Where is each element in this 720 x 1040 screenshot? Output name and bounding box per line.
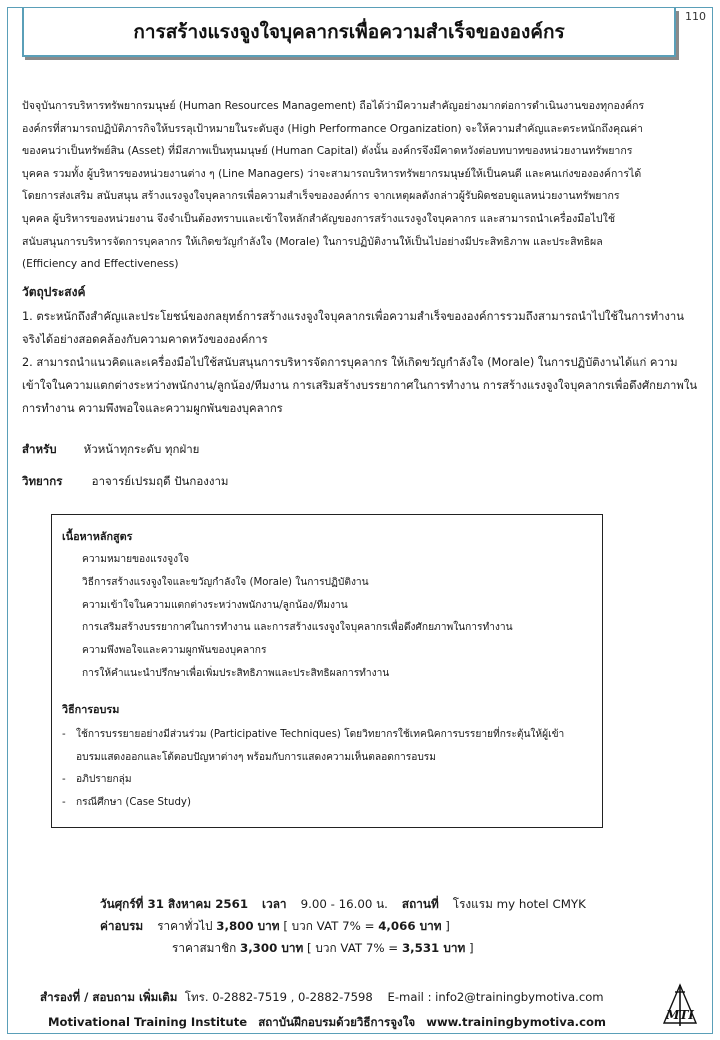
schedule-block	[100, 893, 586, 959]
date-time-venue-line	[100, 893, 586, 915]
speaker-row	[22, 473, 229, 491]
intro-line: สนับสนุนการบริหารจัดการบุคลากร ให้เกิดขวัญกำลังใจ (Morale) ในการปฏิบัติงานให้เป็นไปอย่างมีประสิทธิภาพ และประสิทธิผล	[22, 235, 603, 248]
course-content-box	[51, 514, 603, 828]
general-total: 4,066 บาท	[378, 919, 442, 933]
topic-item: การเสริมสร้างบรรยากาศในการทำงาน และการสร้างแรงจูงใจบุคลากรเพื่อดึงศักยภาพในการทำงาน	[82, 622, 513, 634]
footer	[40, 985, 606, 1035]
institute-line	[40, 1010, 606, 1035]
intro-line: บุคคล รวมทั้ง ผู้บริหารของหน่วยงานต่าง ๆ (Line Managers) ว่าจะสามารถบริหารทรัพยากรมนุษย์ให้เป็นคนดี และคนเก่งขององค์การได้	[22, 167, 642, 180]
speaker-value: อาจารย์เปรมฤดี ปันกองงาม	[91, 474, 229, 488]
intro-line: ปัจจุบันการบริหารทรัพยากรมนุษย์ (Human Resources Management) ถือได้ว่ามีความสำคัญอย่างมากต่อการดำเนินงานของทุกองค์กร	[22, 100, 645, 112]
objectives-heading: วัตถุประสงค์	[22, 285, 86, 299]
general-price: 3,800 บาท	[216, 919, 280, 933]
method-heading: วิธีการอบรม	[62, 702, 120, 716]
fee-label: ค่าอบรม	[100, 919, 144, 933]
target-audience-label: สำหรับ	[22, 442, 57, 456]
method-item: - กรณีศึกษา (Case Study)	[62, 792, 602, 815]
topic-item: ความเข้าใจในความแตกต่างระหว่างพนักงาน/ลูกน้อง/ทีมงาน	[82, 599, 348, 611]
reserve-label: สำรองที่ / สอบถาม เพิ่มเติม	[40, 990, 178, 1004]
topic-item: ความหมายของแรงจูงใจ	[82, 554, 190, 565]
contact-line	[40, 985, 606, 1010]
venue-label: สถานที่	[401, 897, 439, 911]
time-value: 9.00 - 16.00 น.	[300, 897, 388, 911]
member-price-line	[100, 937, 586, 959]
topic-item: ความพึงพอใจและความผูกพันของบุคลากร	[82, 645, 267, 657]
intro-line: (Efficiency and Effectiveness)	[22, 258, 179, 271]
member-bracket-close: ]	[469, 941, 474, 955]
method-item: - อภิปรายกลุ่ม	[62, 769, 602, 792]
objectives-section	[22, 283, 702, 420]
general-bracket-close: ]	[445, 919, 450, 933]
website-link[interactable]: www.trainingbymotiva.com	[426, 1015, 606, 1029]
intro-line: บุคคล ผู้บริหารของหน่วยงาน จึงจำเป็นต้องทราบและเข้าใจหลักสำคัญของการสร้างแรงจูงใจบุคลากร และสามารถนำเครื่องมือไปใช้	[22, 212, 616, 225]
member-total: 3,531 บาท	[401, 941, 466, 955]
page-number: 110	[685, 10, 706, 23]
institute-name-th: สถาบันฝึกอบรมด้วยวิธีการจูงใจ	[258, 1015, 416, 1029]
mti-logo	[658, 982, 702, 1028]
topic-item: การให้คำแนะนำปรึกษาเพื่อเพิ่มประสิทธิภาพและประสิทธิผลการทำงาน	[82, 667, 390, 679]
speaker-label: วิทยากร	[22, 474, 63, 488]
topic-list	[62, 549, 602, 686]
content-heading: เนื้อหาหลักสูตร	[62, 530, 133, 543]
member-price-prefix: ราคาสมาชิก	[172, 941, 237, 955]
member-price: 3,300 บาท	[239, 941, 304, 955]
target-audience-row	[22, 441, 199, 459]
phone-numbers: โทร. 0-2882-7519 , 0-2882-7598	[184, 990, 373, 1004]
intro-line: ของคนว่าเป็นทรัพย์สิน (Asset) ที่มีสภาพเป็นทุนมนุษย์ (Human Capital) ดังนั้น องค์กรจึงมีคาดหวังต่อบทบาทของหน่วยงานทรัพยากร	[22, 145, 633, 158]
time-label: เวลา	[262, 897, 287, 911]
institute-name-en: Motivational Training Institute	[48, 1015, 248, 1029]
topic-item: วิธีการสร้างแรงจูงใจและขวัญกำลังใจ (Morale) ในการปฏิบัติงาน	[82, 576, 369, 588]
general-price-prefix: ราคาทั่วไป	[157, 919, 213, 933]
page-title: การสร้างแรงจูงใจบุคลากรเพื่อความสำเร็จขององค์กร	[133, 20, 565, 43]
target-audience-value: หัวหน้าทุกระดับ ทุกฝ่าย	[83, 442, 200, 456]
objective-item-2: 2. สามารถนำแนวคิดและเครื่องมือไปใช้สนับสนุนการบริหารจัดการบุคลากร ให้เกิดขวัญกำลังใจ (Morale) ในการปฏิบัติงานได้แก่ ความเข้าใจในความแตกต่างระหว่างพนักงาน/ลูกน้อง/ทีมงาน การเสริมสร้างบรรยากาศในการทำงาน การสร้างแรงจูงใจบุคลากรเพื่อดึงศักยภาพในการทำงาน ความพึงพอใจและความผูกพันของบุคลากร	[22, 356, 698, 415]
email-link[interactable]: E-mail : info2@trainingbymotiva.com	[387, 990, 604, 1004]
method-list	[62, 724, 602, 815]
member-vat-open: [ บวก VAT 7% =	[307, 941, 399, 955]
objective-item-1: 1. ตระหนักถึงสำคัญและประโยชน์ของกลยุทธ์การสร้างแรงจูงใจบุคลากรเพื่อความสำเร็จขององค์การรวมถึงสามารถนำไปใช้ในการทำงานจริงได้อย่างสอดคล้องกับความคาดหวังขององค์การ	[22, 310, 684, 346]
logo-text: MTI	[666, 1008, 694, 1022]
general-vat-open: [ บวก VAT 7% =	[283, 919, 375, 933]
intro-line: โดยการส่งเสริม สนับสนุน สร้างแรงจูงใจบุคลากรเพื่อความสำเร็จขององค์การ จากเหตุผลดังกล่าวผู้รับผิดชอบดูแลหน่วยงานทรัพยากร	[22, 190, 620, 203]
intro-paragraph	[22, 95, 702, 276]
method-item: - ใช้การบรรยายอย่างมีส่วนร่วม (Participative Techniques) โดยวิทยากรใช้เทคนิคการบรรยายที่กระตุ้นให้ผู้เข้าอบรมแสดงออกและโต้ตอบปัญหาต่างๆ พร้อมกับการแสดงความเห็นตลอดการอบรม	[62, 724, 582, 770]
intro-line: องค์กรที่สามารถปฏิบัติภารกิจให้บรรลุเป้าหมายในระดับสูง (High Performance Organization) จะให้ความสำคัญและตระหนักถึงคุณค่า	[22, 122, 643, 135]
general-price-line	[100, 915, 586, 937]
title-banner	[22, 8, 676, 57]
date-label: วันศุกร์ที่ 31 สิงหาคม 2561	[100, 897, 249, 911]
venue-value: โรงแรม my hotel CMYK	[452, 897, 586, 911]
